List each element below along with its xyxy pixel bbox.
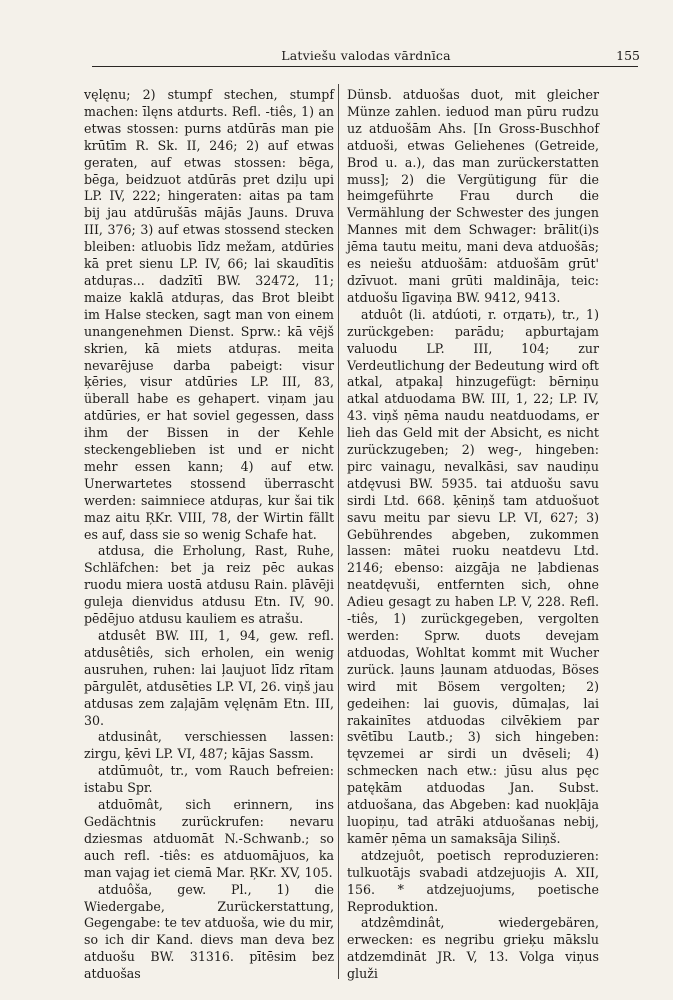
entry-continuation: vęlęnu; 2) stumpf stechen, stumpf machen: īlęns atdurts. Refl. -tiês, 1) an etwas stossen: purns atdūrās man pie krūtīm R. Sk. II, 246; 2) auf etwas geraten, auf etwas stossen: bēga, bēga, beidzuot atdūrās pret dziļu upi LP. IV, 222; hingeraten: aitas pa tam bij jau atdūrušās mājās Jauns. Druva III, 376; 3) auf etwas stossend stecken bleiben: atluobis līdz mežam, atdūries kā pret sienu LP. IV, 66; lai skaudītis atduŗas... dadzītī BW. 32472, 11; maize kaklā atduŗas, das Brot bleibt im Halse stecken, sagt man von einem unangenehmen Dienst. Sprw.: kā vējš skrien, kā miets atduŗas. meita nevarējuse darba pabeigt: visur ķēries, visur atdūries LP. III, 83, überall habe es gehapert. viņam jau atdūries, er hat soviel gegessen, dass ihm der Bissen in der Kehle steckengeblieben ist und er nicht mehr essen kann; 4) auf etw. Unerwartetes stossend überrascht werden: saimniece atduŗas, kur šai tik maz aitu ŖKr. VIII, 78, der Wirtin fällt es auf, dass sie so wenig Schafe hat.: [84, 87, 334, 542]
entry-atduot: atduôt (li. atdúoti, r. отдать), tr., 1) zurückgeben: parādu; apburtajam valuodu LP. III, 104; zur Verdeutlichung der Bedeutung wird oft atkal, atpakaļ hinzugefügt: bērniņu atkal atduodama BW. III, 1, 22; LP. IV, 43. viņš ņēma naudu neatduodams, er lieh das Geld mit der Absicht, es nicht zurückzugeben; 2) weg-, hingeben: pirc vainagu, nevalkāsi, sav naudiņu atdęvusi BW. 5935. tai atduošu savu sirdi Ltd. 668. ķēniņš tam atduošuot savu meitu par sievu LP. VI, 627; 3) Gebührendes abgeben, zukommen lassen: mātei ruoku neatdevu Ltd. 2146; ebenso: aizgāja ne ļabdienas neatdęvuši, entfernten sich, ohne Adieu gesagt zu haben LP. V, 228. Refl. -tiês, 1) zurückgegeben, vergolten werden: Sprw. duots devejam atduodas, Wohltat kommt mit Wucher zurück. ļauns ļaunam atduodas, Böses wird mit Bösem vergolten; 2) gedeihen: lai guovis, dūmaļas, lai rakainītes atduodas cilvēkiem par svētību Lautb.; 3) sich hingeben: tęvzemei ar sirdi un dvēseli; 4) schmecken nach etw.: jūsu alus pęc patękām atduodas Jan. Subst. atduošana, das Abgeben: kad nuokļāja luopiņu, tad atrāki atduošanas nebij, kamēr ņēma un samaksāja Siliņš.: [347, 306, 599, 846]
entry-atdusa: atdusa, die Erholung, Rast, Ruhe, Schläfchen: bet ja reiz pēc aukas ruodu miera uostā atdusu Rain. plāvēji guleja dienvidus atdusu Etn. IV, 90. pēdējuo atdusu kauliem es atrašu.: [84, 543, 334, 627]
entry-atdumuot: atdūmuôt, tr., vom Rauch befreien: istabu Spr.: [84, 763, 334, 796]
entry-atdzejuot: atdzejuôt, poetisch reproduzieren: tulkuotājs svabadi atdzejuojis A. XII, 156. * atdzejuojums, poetische Reproduktion.: [347, 847, 599, 914]
entry-atduosa: atduôša, gew. Pl., 1) die Wiedergabe, Zurückerstattung, Gegengabe: te tev atduoša, wie du mir, so ich dir Kand. dievs man deva bez atduošu BW. 31316. pītēsim bez atduošas: [84, 881, 334, 982]
header-rule: [92, 66, 638, 67]
running-title: Latviešu valodas vārdnīca: [281, 48, 451, 63]
entry-atduomat: atduōmât, sich erinnern, ins Gedächtnis zurückrufen: nevaru dziesmas atduomāt N.-Schwanb.; so auch refl. -tiês: es atduomājuos, ka man vajag iet ciemā Mar. ŖKr. XV, 105.: [84, 797, 334, 880]
page-number: 155: [616, 48, 640, 63]
right-column: [347, 87, 599, 983]
running-head: [92, 48, 640, 68]
entry-atduset: atdusêt BW. III, 1, 94, gew. refl. atdusêtiês, sich erholen, ein wenig ausruhen, ruhen: lai ļaujuot līdz rītam pārgulēt, atdusēties LP. VI, 26. viņš jau atdusas zem zaļajām vęlęnām Etn. III, 30.: [84, 628, 334, 728]
entry-atdzemdinat: atdzêmdinât, wiedergebären, erwecken: es negribu grieķu mākslu atdzemdināt JR. V, 13. Volga viņus gluži: [347, 915, 599, 982]
entry-atdusinat: atdusinât, verschiessen lassen: zirgu, ķēvi LP. VI, 487; kājas Sassm.: [84, 729, 334, 762]
entry-atduosa-continued: Dünsb. atduošas duot, mit gleicher Münze zahlen. ieduod man pūru rudzu uz atduošām Ahs. [In Gross-Buschhof atduoši, etwas Geliehenes (Getreide, Brod u. a.), das man zurückerstatten muss]; 2) die Vergütigung für die heimgeführte Frau durch die Vermählung der Schwester des jungen Mannes mit dem Schwager: brālit(i)s jēma tautu meitu, mani deva atduošās; es neiešu atduošām: atduošām grūt' dzīvuot. mani grūti maldināja, teic: atduošu līgaviņa BW. 9412, 9413.: [347, 87, 599, 305]
left-column: [84, 87, 334, 983]
column-divider: [338, 84, 339, 979]
